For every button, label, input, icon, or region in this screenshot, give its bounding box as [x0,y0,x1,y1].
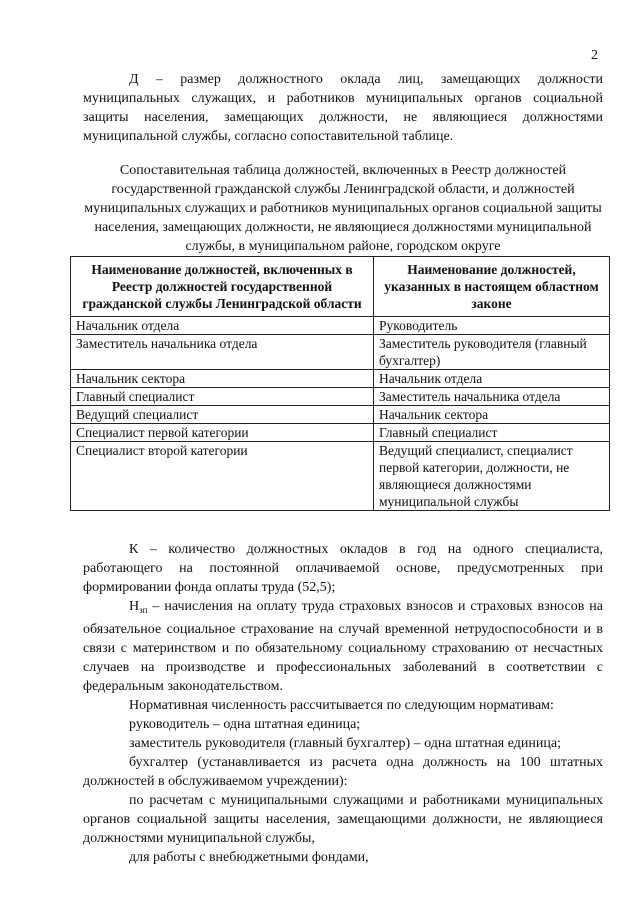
n-subscript: зп [139,605,148,615]
table-row [71,406,610,424]
header-state-positions: Наименование должностей, включенных в Реестр должностей государственной гражданской службы Ленинградской области [71,257,374,317]
intro-text: Д – размер должностного оклада лиц, замещающих должности муниципальных служащих, и работников муниципальных органов социальной защиты населения, замещающих должности, не являющиеся должностями муниципальной службы, согласно сопоставительной таблице. [83,72,603,144]
n-definition [83,597,603,696]
law-position-cell: Начальник отдела [374,370,610,388]
table-row [71,335,610,370]
n-definition-text: – начисления на оплату труда страховых взносов и страховых взносов на обязательное социальное страхование на случай временной нетрудоспособности и в связи с материнством и по обязательному социальному страхованию от несчастных случаев на производстве и профессиональных заболеваний в соответствии с федеральным законодательством. [83,599,603,694]
norm-item-funds: для работы с внебюджетными фондами, [129,850,369,865]
table-caption: Сопоставительная таблица должностей, включенных в Реестр должностей государственной гражданской службы Ленинградской области, и должностей муниципальных служащих и работников муниципальных органов социальной защиты населения, замещающих должности, не являющиеся должностями муниципальной службы, в муниципальном районе, городском округе [84,163,602,254]
norm-item-head: руководитель – одна штатная единица; [129,717,361,732]
table-row [71,388,610,406]
state-position-cell: Начальник сектора [71,370,374,388]
law-position-cell: Руководитель [374,317,610,335]
table-header-row [71,257,610,317]
state-position-cell: Ведущий специалист [71,406,374,424]
state-position-cell: Заместитель начальника отдела [71,335,374,370]
norm-item-deputy: заместитель руководителя (главный бухгалтер) – одна штатная единица; [129,736,561,751]
norm-intro: Нормативная численность рассчитывается по следующим нормативам: [129,698,554,713]
table-row [71,424,610,442]
table-row [71,317,610,335]
body-text [83,540,603,867]
state-position-cell: Специалист первой категории [71,424,374,442]
norm-item-payroll: по расчетам с муниципальными служащими и работниками муниципальных органов социальной защиты населения, замещающими должности, не являющиеся должностями муниципальной службы, [83,793,603,846]
table-row [71,442,610,511]
law-position-cell: Главный специалист [374,424,610,442]
state-position-cell: Начальник отдела [71,317,374,335]
table-row [71,370,610,388]
law-position-cell: Заместитель руководителя (главный бухгалтер) [374,335,610,370]
law-position-cell: Начальник сектора [374,406,610,424]
law-position-cell: Заместитель начальника отдела [374,388,610,406]
state-position-cell: Главный специалист [71,388,374,406]
comparison-table [70,256,610,511]
law-position-cell: Ведущий специалист, специалист первой категории, должности, не являющиеся должностями муниципальной службы [374,442,610,511]
header-law-positions: Наименование должностей, указанных в настоящем областном законе [374,257,610,317]
page-number: 2 [591,48,598,63]
state-position-cell: Специалист второй категории [71,442,374,511]
norm-item-accountant: бухгалтер (устанавливается из расчета одна должность на 100 штатных должностей в обслуживаемом учреждении): [83,755,603,789]
n-symbol: Н [129,599,140,614]
k-definition: К – количество должностных окладов в год на одного специалиста, работающего на постоянной оплачиваемой основе, предусмотренных при формировании фонда оплаты труда (52,5); [83,542,603,595]
intro-paragraph [83,70,603,146]
